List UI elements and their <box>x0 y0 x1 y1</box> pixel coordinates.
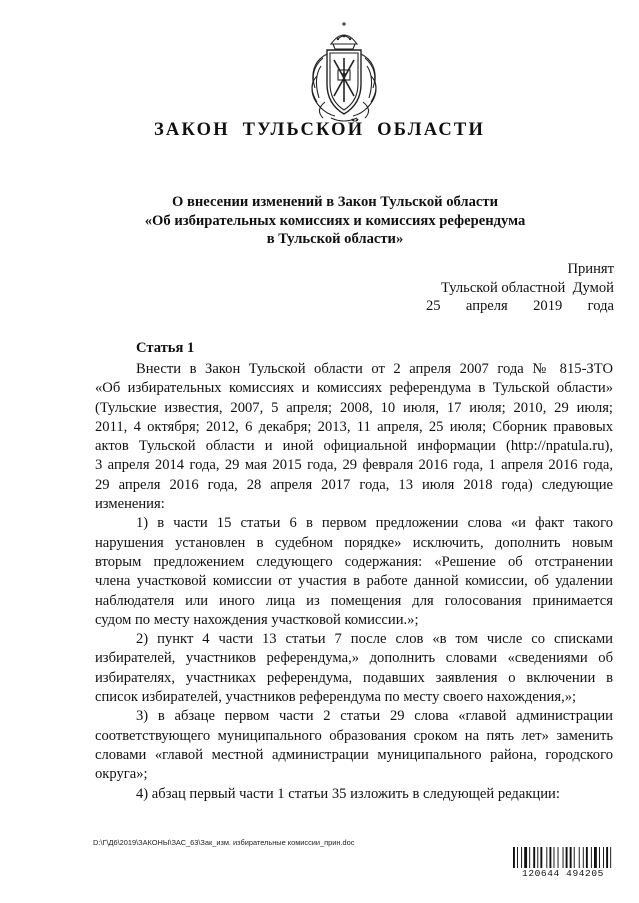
text-line: актов Тульской области и иной официальной информации (http://npatula.ru), <box>95 438 613 455</box>
barcode-bar <box>558 847 559 869</box>
text-line: избирателях, участниках референдума, подавших заявления о включении в <box>95 669 613 686</box>
barcode-bar <box>521 847 522 869</box>
barcode-bar <box>533 847 535 869</box>
tula-coat-of-arms-icon <box>303 22 385 126</box>
barcode-bar <box>546 847 547 869</box>
text-line: 3 апреля 2014 года, 29 мая 2015 года, 29 февраля 2016 года, 1 апреля 2016 года, <box>95 457 613 474</box>
text-line: 2011, 4 октября; 2012, 6 декабря; 2013, 11 апреля, 25 июля; Сборник правовых <box>95 418 613 435</box>
barcode-bar <box>606 847 608 869</box>
article-intro <box>95 360 613 514</box>
amendment-item-1 <box>95 514 613 630</box>
file-path: D:\Г\Д6\2019\ЗАКОНЫ\ЗАС_63\Зак_изм. избирательные комиссии_прин.doc <box>93 838 355 847</box>
barcode-bar <box>537 847 538 869</box>
text-line: 4) абзац первый части 1 статьи 35 изложить в следующей редакции: <box>136 785 560 802</box>
amendment-item-4 <box>95 785 613 804</box>
barcode-bar <box>517 847 518 869</box>
amendment-item-3 <box>95 707 613 784</box>
article-body <box>95 360 613 804</box>
text-line: вторым предложением следующего содержания: «Решение об отстранении <box>95 553 613 570</box>
barcode-bar <box>594 847 597 869</box>
subtitle-line: в Тульской области» <box>266 231 404 247</box>
subtitle-line: О внесении изменений в Закон Тульской области <box>172 194 498 210</box>
barcode-bar <box>574 847 575 869</box>
text-line: изменения: <box>95 496 165 513</box>
barcode-bar <box>603 847 604 869</box>
text-line: члена участковой комиссии от участия в работе данной комиссии, об удалении <box>95 573 613 590</box>
article-heading: Статья 1 <box>136 340 195 356</box>
text-line: 29 апреля 2016 года, 28 апреля 2017 года, 13 июля 2018 года) следующие <box>95 476 613 493</box>
law-title: ЗАКОН ТУЛЬСКОЙ ОБЛАСТИ <box>153 120 486 140</box>
amendment-item-2 <box>95 630 613 707</box>
barcode-bar <box>524 847 527 869</box>
text-line: нарушения установлен в судебном порядке» исключить, дополнить новым <box>95 534 613 551</box>
subtitle-line: «Об избирательных комиссиях и комиссиях референдума <box>144 212 526 229</box>
barcode-bar <box>570 847 572 869</box>
law-subtitle <box>100 193 570 249</box>
adoption-year-suffix: года <box>587 298 614 315</box>
text-line: округа»; <box>95 766 148 783</box>
barcode-bar <box>579 847 580 869</box>
barcode-bar <box>591 847 592 869</box>
barcode-bar <box>566 847 568 869</box>
adopted-by: Тульской областной Думой <box>441 279 614 296</box>
barcode-bar <box>554 847 555 869</box>
text-line: избирателей, участников референдума,» дополнить словами «сведениями об <box>95 650 613 667</box>
barcode-bar <box>610 847 611 869</box>
barcode-number: 120644 494205 <box>513 868 613 879</box>
text-line: (Тульские известия, 2007, 5 апреля; 2008, 10 июля, 17 июля; 2010, 29 июля; <box>95 399 613 416</box>
adopted-word: Принят <box>567 261 614 277</box>
barcode-bar <box>540 847 542 869</box>
text-line: Внести в Закон Тульской области от 2 апреля 2007 года № 815-ЗТО <box>136 361 613 377</box>
barcode-bar <box>583 847 584 869</box>
text-line: 1) в части 15 статьи 6 в первом предложении слова «и факт такого <box>136 515 613 532</box>
text-line: 2) пункт 4 части 13 статьи 7 после слов «в том числе со списками <box>136 631 613 648</box>
barcode-bar <box>599 847 600 869</box>
adoption-block <box>426 260 614 316</box>
text-line: список избирателей, участников референдума по месту своего нахождения,»; <box>95 689 577 706</box>
text-line: наблюдателя или иного лица из помещения для голосования принимается <box>95 592 613 609</box>
barcode-bar <box>529 847 530 869</box>
adoption-month: апреля <box>465 298 508 315</box>
text-line: 3) в абзаце первом части 2 статьи 29 слова «главой администрации <box>136 708 613 725</box>
barcode-bar <box>513 847 515 869</box>
adoption-date <box>426 297 614 316</box>
barcode-bar <box>549 847 551 869</box>
text-line: судом по месту нахождения участковой комиссии.»; <box>95 611 419 628</box>
text-line: соответствующего муниципального образования сроком на пять лет» заменить <box>95 727 613 744</box>
adoption-day: 25 <box>426 298 441 315</box>
text-line: словами «главой местной администрации муниципального района, городского <box>95 746 613 763</box>
adoption-year: 2019 <box>533 298 563 315</box>
text-line: «Об избирательных комиссиях и комиссиях референдума в Тульской области» <box>95 380 613 397</box>
barcode-bar <box>563 847 564 869</box>
barcode-bar <box>586 847 588 869</box>
